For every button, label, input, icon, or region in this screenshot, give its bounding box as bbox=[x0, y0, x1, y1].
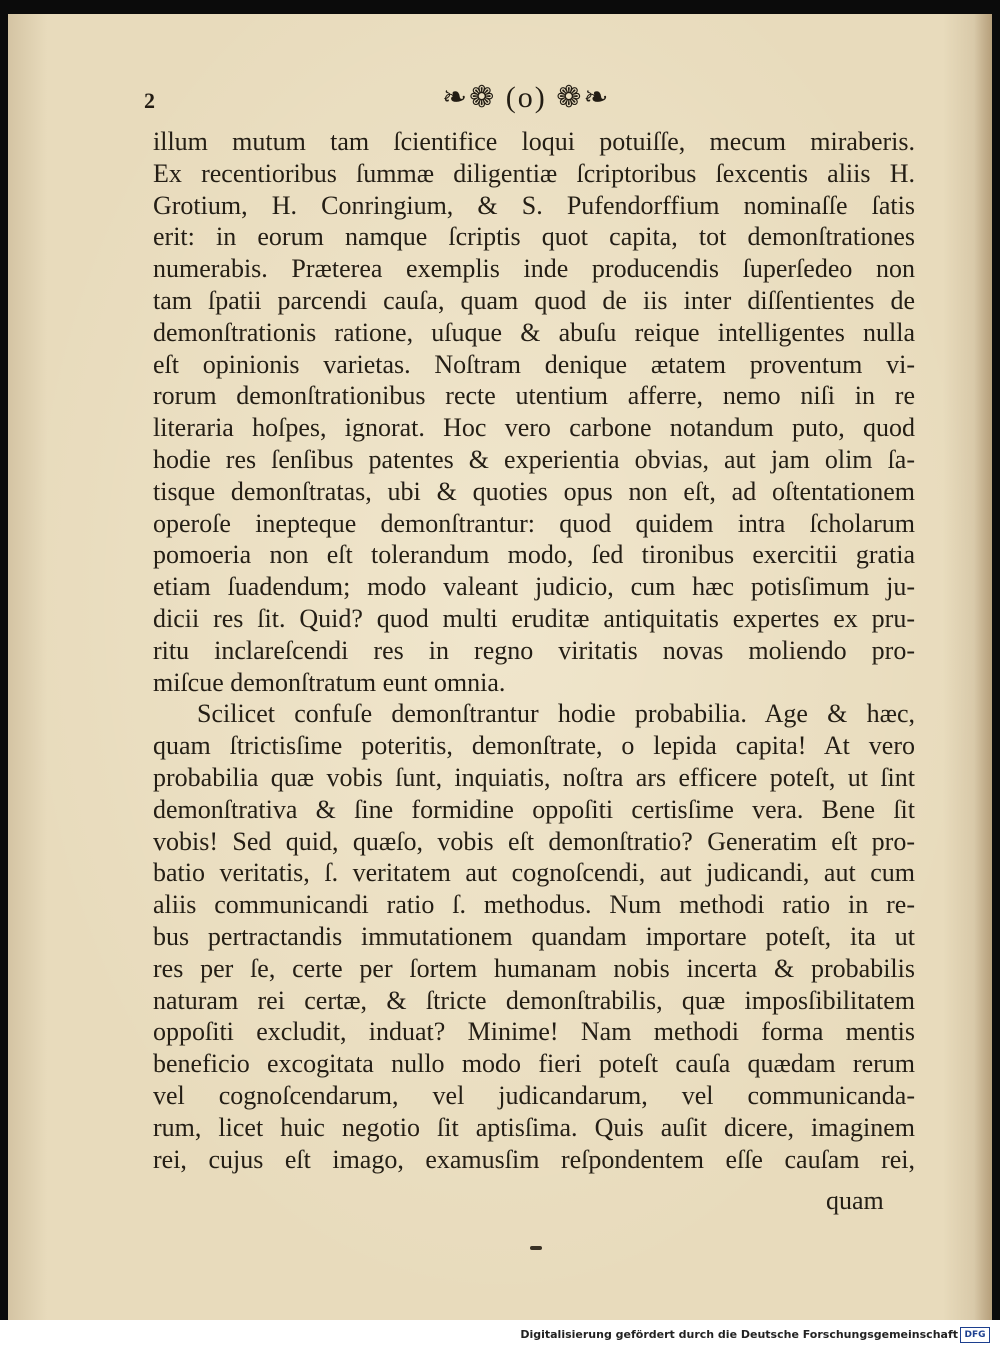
dfg-logo: DFG bbox=[960, 1327, 990, 1343]
text-line: miſcue demonſtratum eunt omnia. bbox=[153, 667, 506, 697]
footer-credit: Digitalisierung gefördert durch die Deutsche Forschungsgemeinschaft bbox=[520, 1328, 958, 1341]
text-line: aliis communicandi ratio ſ. methodus. Num methodi ratio in re- bbox=[153, 890, 915, 920]
text-line: rei, cujus eſt imago, examusſim reſpondentem eſſe cauſam rei, bbox=[153, 1144, 915, 1174]
text-line: bus pertractandis immutationem quandam importare poteſt, ita ut bbox=[153, 921, 915, 951]
text-line: quam ſtrictisſime poteritis, demonſtrate, o lepida capita! At vero bbox=[153, 731, 915, 761]
catchword: quam bbox=[826, 1186, 884, 1215]
text-line: vobis! Sed quid, quæſo, vobis eſt demonſtratio? Generatim eſt pro- bbox=[153, 826, 915, 856]
text-line: dicii res ſit. Quid? quod multi eruditæ antiquitatis expertes ex pru- bbox=[153, 603, 915, 633]
text-line: probabilia quæ vobis ſunt, inquiatis, noſtra ars efficere poteſt, ut ſint bbox=[153, 762, 915, 792]
text-line: rum, licet huic negotio ſit aptisſima. Quis auſit dicere, imaginem bbox=[153, 1112, 915, 1142]
page-header bbox=[140, 76, 620, 120]
text-line: Grotium, H. Conringium, & S. Pufendorffium nominaſſe ſatis bbox=[153, 190, 915, 220]
page-mark bbox=[530, 1246, 542, 1250]
text-line: Ex recentioribus ſummæ diligentiæ ſcriptoribus ſexcentis aliis H. bbox=[153, 158, 915, 188]
text-line: ritu inclareſcendi res in regno viritatis novas moliendo pro- bbox=[153, 635, 915, 665]
text-line: demonſtrativa & ſine formidine oppoſiti certisſime vera. Bene ſit bbox=[153, 794, 915, 824]
body-text bbox=[153, 126, 915, 1175]
text-line: rorum demonſtrationibus recte utentium afferre, nemo niſi in re bbox=[153, 381, 915, 411]
text-line: eſt opinionis varietas. Noſtram denique ætatem proventum vi- bbox=[153, 349, 915, 379]
text-line: hodie res ſenſibus patentes & experientia obvias, aut jam olim ſa- bbox=[153, 444, 915, 474]
scanned-page bbox=[8, 14, 992, 1320]
text-line: naturam rei certæ, & ſtricte demonſtrabilis, quæ imposſibilitatem bbox=[153, 985, 915, 1015]
header-ornament: ❧❁ (o) ❁❧ bbox=[442, 81, 611, 114]
text-line: tam ſpatii parcendi cauſa, quam quod de iis inter diſſentientes de bbox=[153, 285, 915, 315]
text-line: beneficio excogitata nullo modo fieri poteſt cauſa quædam rerum bbox=[153, 1049, 915, 1079]
text-line: tisque demonſtratas, ubi & quoties opus non eſt, ad oſtentationem bbox=[153, 476, 915, 506]
text-line: erit: in eorum namque ſcriptis quot capita, tot demonſtrationes bbox=[153, 222, 915, 252]
text-line: res per ſe, certe per ſortem humanam nobis incerta & probabilis bbox=[153, 953, 915, 983]
text-line: demonſtrationis ratione, uſuque & abuſu reique intelligentes nulla bbox=[153, 317, 915, 347]
text-line: vel cognoſcendarum, vel judicandarum, vel communicanda- bbox=[153, 1080, 915, 1110]
text-line: operoſe inepteque demonſtrantur: quod quidem intra ſcholarum bbox=[153, 508, 915, 538]
text-line: illum mutum tam ſcientifice loqui potuiſſe, mecum miraberis. bbox=[153, 127, 915, 156]
text-line: oppoſiti excludit, induat? Minime! Nam methodi forma mentis bbox=[153, 1017, 915, 1047]
page-number: 2 bbox=[144, 88, 155, 113]
text-line: pomoeria non eſt tolerandum modo, ſed tironibus exercitii gratia bbox=[153, 540, 915, 570]
text-line: literaria hoſpes, ignorat. Hoc vero carbone notandum puto, quod bbox=[153, 413, 915, 443]
text-line: numerabis. Præterea exemplis inde producendis ſuperſedeo non bbox=[153, 254, 915, 284]
text-line: etiam ſuadendum; modo valeant judicio, cum hæc potisſimum ju- bbox=[153, 572, 915, 602]
text-line: Scilicet confuſe demonſtrantur hodie probabilia. Age & hæc, bbox=[197, 699, 915, 729]
text-line: batio veritatis, ſ. veritatem aut cognoſcendi, aut judicandi, aut cum bbox=[153, 858, 915, 888]
